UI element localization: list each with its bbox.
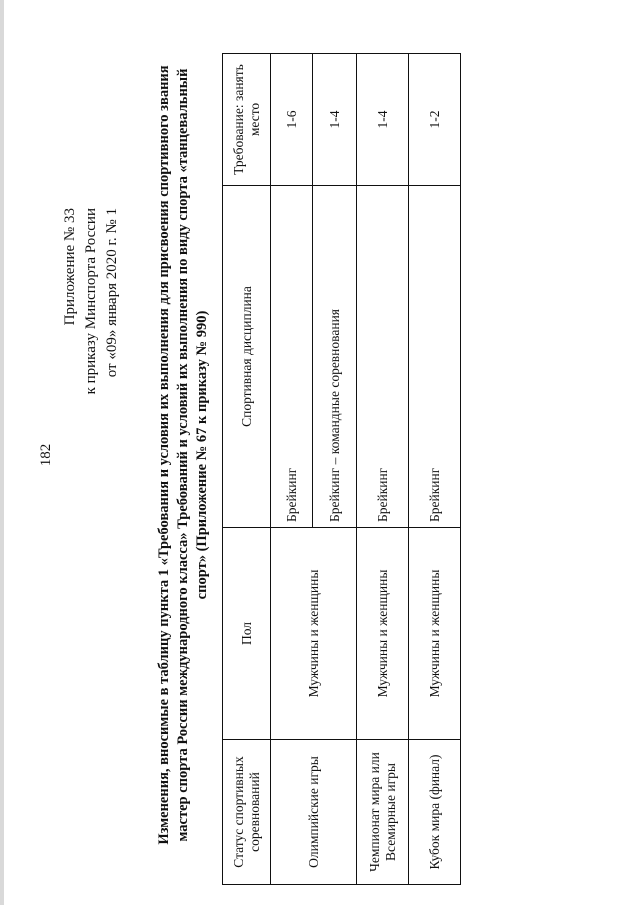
cell-status: Чемпионат мира или Всемирные игры — [357, 740, 409, 885]
table-row — [271, 54, 313, 885]
appendix-line-2: к приказу Минспорта России — [83, 208, 99, 395]
appendix-reference — [60, 208, 123, 588]
document-heading — [155, 30, 212, 880]
page-number: 182 — [38, 443, 54, 467]
requirements-table — [222, 53, 461, 885]
cell-status: Кубок мира (финал) — [409, 740, 461, 885]
cell-discipline: Брейкинг — [357, 186, 409, 528]
appendix-line-1: Приложение № 33 — [62, 208, 78, 326]
cell-requirement: 1-4 — [313, 54, 357, 186]
table-header-row — [223, 54, 271, 885]
cell-sex: Мужчины и женщины — [357, 528, 409, 740]
cell-sex: Мужчины и женщины — [271, 528, 357, 740]
header-discipline: Спортивная дисциплина — [223, 186, 271, 528]
table-row — [409, 54, 461, 885]
cell-requirement: 1-6 — [271, 54, 313, 186]
heading-line-2: мастер спорта России международного класса» Требований и условий их выполнения по виду спорта «танцевальный — [175, 68, 191, 842]
header-requirement: Требование: занять место — [223, 54, 271, 186]
cell-requirement: 1-4 — [357, 54, 409, 186]
header-status: Статус спортивных соревнований — [223, 740, 271, 885]
cell-discipline: Брейкинг — [271, 186, 313, 528]
heading-line-3: спорт» (Приложение № 67 к приказу № 990) — [194, 310, 210, 600]
cell-requirement: 1-2 — [409, 54, 461, 186]
cell-discipline: Брейкинг — [409, 186, 461, 528]
table-row — [357, 54, 409, 885]
cell-discipline: Брейкинг – командные соревнования — [313, 186, 357, 528]
cell-sex: Мужчины и женщины — [409, 528, 461, 740]
appendix-line-3: от «09» января 2020 г. № 1 — [104, 208, 120, 378]
header-sex: Пол — [223, 528, 271, 740]
cell-status: Олимпийские игры — [271, 740, 357, 885]
heading-line-1: Изменения, вносимые в таблицу пункта 1 «Требования и условия их выполнения для присвоения спортивного звания — [156, 65, 172, 845]
